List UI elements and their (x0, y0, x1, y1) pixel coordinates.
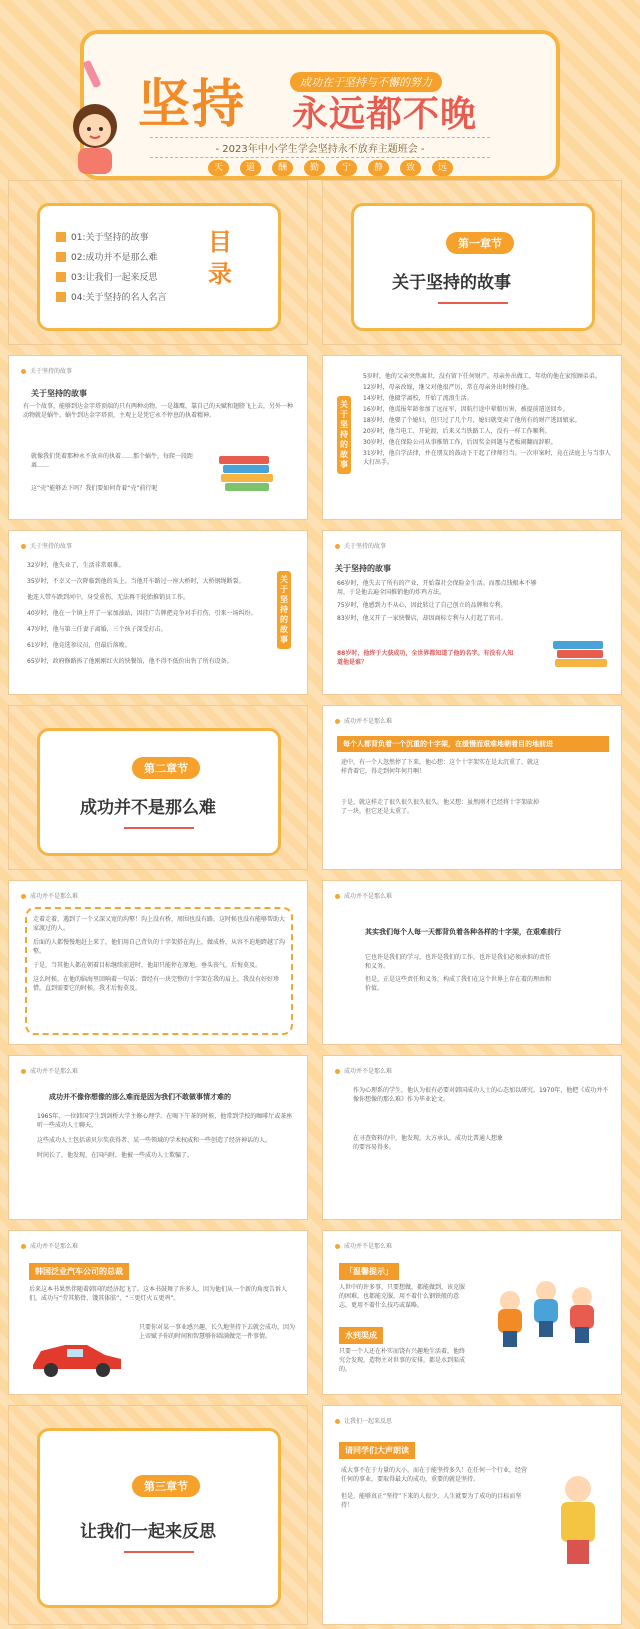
motto-char: 道 (240, 160, 261, 176)
question-text: 88岁时，他终于大获成功，全世界都知道了他的名字。有没有人知道他是谁？ (337, 650, 514, 666)
chapter2-slide[interactable] (8, 705, 308, 870)
toc-item[interactable]: 01:关于坚持的故事 (56, 230, 167, 243)
girl-illustration (60, 96, 130, 176)
list-item: 成大事不在于力量的大小，而在于能坚持多久！在任何一个行业，经营任何的事业，要取得最大的成功，重要的就是坚持。 (341, 1467, 528, 1483)
toc-item[interactable]: 03:让我们一起来反思 (56, 270, 167, 283)
bullet-list (363, 372, 611, 469)
toc-heading: 目录 (208, 228, 232, 288)
toc-item[interactable]: 02:成功并不是那么难 (56, 250, 167, 263)
motto-char: 致 (400, 160, 421, 176)
slide-banner: 每个人都背负着一个沉重的十字架，在缓慢而艰难地朝着目的地前进 (337, 736, 609, 752)
slide-banner: 请同学们大声朗读 (339, 1442, 415, 1459)
slide-heading: 成功并不像你想像的那么难而是因为我们不敢做事情才难的 (49, 1093, 231, 1101)
chapter-title: 关于坚持的故事 (392, 273, 511, 293)
section-header: 成功并不是那么难 (335, 716, 392, 725)
toc-card (37, 203, 281, 331)
books-illustration (219, 456, 275, 496)
list-item: 31岁时，他自学法律，并在朋友的鼓动下干起了律师行当。一次审案时，竟在法庭上与当事人大打出手。 (363, 450, 611, 466)
list-item: 30岁时，他在保险公司从事推销工作，后因奖金问题与老板闹翻而辞职。 (363, 439, 557, 446)
bullet-list (337, 579, 537, 627)
list-item: 时间长了，他发现，在国内时，他被一些成功人士欺骗了。 (37, 1152, 194, 1159)
section-header: 成功并不是那么难 (21, 891, 78, 900)
story-slide-3[interactable] (8, 530, 308, 695)
chapter-title: 成功并不是那么难 (80, 798, 216, 818)
success-slide-6[interactable] (8, 1230, 308, 1395)
square-bullet-icon (56, 292, 66, 302)
cover-title-main: 坚持 (138, 74, 247, 135)
body-text: 有一个故事，能够到达金字塔顶端的只有两种动物，一是雄鹰，靠自己的天赋和翅膀飞上去，另外一种动物就是蜗牛。蜗牛到达金字塔顶，主观上是凭它永不停息的执着精神。 (23, 403, 294, 419)
list-item: 14岁时，他辍学离校，开始了流浪生活。 (363, 395, 473, 402)
list-item: 40岁时，他在一个镇上开了一家加油站，因挂广告牌把竞争对手打伤，引来一场纠纷。 (27, 610, 257, 617)
list-item: 这些成功人士包括诺贝尔奖获得者、某一些领域的学术权威和一些创造了经济神话的人。 (37, 1137, 272, 1144)
toc-item[interactable]: 04:关于坚持的名人名言 (56, 290, 167, 303)
success-slide-5[interactable] (322, 1055, 622, 1220)
section-header: 成功并不是那么难 (335, 1241, 392, 1250)
motto-char: 天 (208, 160, 229, 176)
slide-heading: 关于坚持的故事 (31, 389, 87, 398)
list-item: 走着走着，遇到了一个又深又宽的沟壑！沟上没有桥，周围也没有路。这时候也没有能够帮助大家渡过的人。 (33, 916, 286, 932)
vertical-tag: 关于坚持的故事 (277, 571, 291, 649)
bullet-text: 就像我们凭着那种永不放弃的执着……那个蜗牛，每爬一段距离…… (31, 453, 194, 469)
slide-heading: 关于坚持的故事 (335, 564, 391, 573)
motto-char: 远 (432, 160, 453, 176)
story-slide-2[interactable] (322, 355, 622, 520)
success-slide-4[interactable] (8, 1055, 308, 1220)
story-slide-1[interactable] (8, 355, 308, 520)
toc-list (56, 230, 167, 310)
dashed-box (25, 907, 293, 1035)
section-header: 关于坚持的故事 (335, 541, 386, 550)
student-illustration (529, 1281, 563, 1337)
body-text: 但是，正是这些责任和义务，构成了我们在这个世界上存在着的理由和价值。 (365, 976, 552, 992)
list-item: 于是，当其他人都在朝着目标继续前进时，他却只能停在原地，垂头丧气，后悔莫及。 (33, 962, 262, 969)
list-item: 他连人带车跌到河中，身受重伤，无法再干轮胎推销员工作。 (27, 594, 190, 601)
success-slide-7[interactable] (322, 1230, 622, 1395)
student-illustration (493, 1291, 527, 1347)
list-item: 1965年，一位韩国学生到剑桥大学主修心理学。在喝下午茶的时候，他常到学校的咖啡厅或茶座听一些成功人士聊天。 (37, 1113, 293, 1129)
motto-char: 酬 (272, 160, 293, 176)
body-text: 作为心理系的学生，他认为很有必要对韩国成功人士的心态加以研究。1970年，他把《成功并不像你想像的那么难》作为毕业论文。 (353, 1087, 609, 1103)
bullet-list (37, 1112, 293, 1166)
list-item: 12岁时，母亲改嫁，继父对他很严厉，常在母亲外出时揍打他。 (363, 384, 533, 391)
slide-heading: 其实我们每个人每一天都背负着各种各样的十字架，在艰难前行 (365, 928, 561, 936)
chapter-title: 让我们一起来反思 (80, 1522, 216, 1542)
square-bullet-icon (56, 252, 66, 262)
chapter-badge: 第三章节 (132, 1475, 200, 1497)
list-item: 后面的人都慢慢地赶上来了，他们用自己背负的十字架搭在沟上，做成桥，从容不迫地跨越了沟壑。 (33, 939, 286, 955)
body-text: 它也许是我们的学习，也许是我们的工作，也许是我们必须承担的责任和义务。 (365, 954, 552, 970)
cover-title-sub: 永远都不晚 (292, 93, 478, 135)
motto-char: 静 (368, 160, 389, 176)
section-header: 关于坚持的故事 (21, 366, 72, 375)
list-item: 47岁时，他与第三任妻子离婚，三个孩子深受打击。 (27, 626, 167, 633)
section-header: 让我们一起来反思 (335, 1416, 392, 1425)
body-text: 只要你对某一事业感兴趣，长久地坚持下去就会成功，因为上帝赋予你的时间和智慧够你圆满做完一件事情。 (139, 1324, 296, 1340)
books-illustration (553, 641, 609, 681)
body-text: 人世中的许多事，只要想做，都能做到，该克服的困难，也都能克服，用不着什么钢铁般的意志，更用不着什么技巧或谋略。 (339, 1284, 466, 1309)
tip-tag: 「温馨提示」 (339, 1263, 399, 1280)
chapter-card (37, 728, 281, 856)
bullet-list (341, 1466, 531, 1518)
list-item: 20岁时，他当电工、开轮渡，后来又当铁路工人，没有一样工作顺利。 (363, 428, 551, 435)
story-slide-4[interactable] (322, 530, 622, 695)
title-underline (438, 302, 508, 304)
list-item: 75岁时，他感到力不从心，因此转让了自己创立的品牌和专利。 (337, 602, 507, 609)
body-text: 只要一个人还在朴实而饶有兴趣地生活着，他终究会发现，造物主对世事的安排，都是水到渠成的。 (339, 1348, 466, 1373)
list-item: 5岁时，他的父亲突然离世，没有留下任何财产。母亲外出做工，年幼的他在家照顾弟弟。 (363, 373, 601, 380)
square-bullet-icon (56, 232, 66, 242)
title-underline (124, 1551, 194, 1553)
section-header: 成功并不是那么难 (335, 891, 392, 900)
section-header: 成功并不是那么难 (21, 1066, 78, 1075)
teacher-illustration (553, 1476, 603, 1566)
vertical-tag: 关于坚持的故事 (337, 396, 351, 474)
bullet-list (27, 561, 267, 673)
list-item: 这么时候，在他的脑海里回响着一句话：曾经有一块完整的十字架在我的肩上，我没有好好珍惜，直到需要它的时候，我才后悔莫及。 (33, 976, 280, 992)
slide-banner: 韩国泛业汽车公司的总裁 (29, 1263, 129, 1280)
chapter-badge: 第二章节 (132, 757, 200, 779)
section-header: 成功并不是那么难 (21, 1241, 78, 1250)
reflect-slide[interactable] (322, 1405, 622, 1625)
list-item: 61岁时，他竞选参议员，但最后落败。 (27, 642, 131, 649)
tip-tag: 水到渠成 (339, 1327, 383, 1344)
success-slide-3[interactable] (322, 880, 622, 1045)
body-text: 后来这本书果然伴随着韩国的经济起飞了。这本书鼓舞了许多人，因为他们从一个新的角度告诉人们，成功与“劳其筋骨，饿其体肤”，“三更灯火五更鸡”。 (29, 1286, 288, 1302)
chapter-card (37, 1428, 281, 1608)
list-item: 16岁时，他谎报年龄参加了远征军，因航行途中晕船厉害，被提前遣送回乡。 (363, 406, 569, 413)
square-bullet-icon (56, 272, 66, 282)
list-item: 83岁时，他又开了一家快餐店，却因商标专利与人打起了官司。 (337, 615, 507, 622)
section-header: 关于坚持的故事 (21, 541, 72, 550)
cover-slide[interactable] (0, 0, 640, 183)
list-item: 32岁时，他失业了，生活非常艰难。 (27, 562, 125, 569)
body-text: 途中，有一个人忽然停了下来。他心想：这个十字架实在是太沉重了，就这样背着它，得走到何年何月啊！ (341, 759, 540, 775)
list-item: 35岁时，不幸又一次降临到他的头上。当他开车路过一座大桥时，大桥钢绳断裂。 (27, 578, 245, 585)
body-text: 于是，就这样走了很久很久很久很久。他又想：虽然刚才已经将十字架砍掉了一块，但它还是太重了。 (341, 799, 540, 815)
cover-tagline: 成功在于坚持与不懈的努力 (290, 72, 442, 92)
bullet-text: 这“壳”能够丢下吗？我们要如何背着“壳”前行呢 (31, 485, 158, 492)
red-car-illustration (27, 1335, 127, 1383)
section-header: 成功并不是那么难 (335, 1066, 392, 1075)
student-illustration (565, 1287, 599, 1343)
body-text: 在寻查资料的中，他发现，大方承认，成功比普通人想象的要容易得多。 (353, 1135, 504, 1151)
list-item: 但是，能够真正“坚持”下来的人很少，人生就要为了成功的目标而坚持！ (341, 1493, 522, 1509)
toc-slide[interactable] (8, 180, 308, 345)
chapter3-slide[interactable] (8, 1405, 308, 1625)
cover-motto (208, 160, 453, 176)
cover-subtitle: - 2023年中小学生学会坚持永不放弃主题班会 - (150, 137, 490, 158)
success-slide-1[interactable] (322, 705, 622, 870)
list-item: 66岁时，他失去了所有的产业，开始靠社会保险金生活。而那点钱根本不够用，于是他去遍全国推销他的炸鸡方法。 (337, 580, 537, 596)
chapter1-slide[interactable] (322, 180, 622, 345)
motto-char: 勤 (304, 160, 325, 176)
success-slide-2[interactable] (8, 880, 308, 1045)
title-underline (124, 827, 194, 829)
list-item: 18岁时，他娶了个媳妇，但只过了几个月，媳妇就变卖了他所有的财产逃回娘家。 (363, 417, 581, 424)
motto-char: 宁 (336, 160, 357, 176)
chapter-badge: 第一章节 (446, 232, 514, 254)
chapter-card (351, 203, 595, 331)
list-item: 65岁时，政府修路拆了他刚刚红火的快餐馆，他不得不低价出售了所有设备。 (27, 658, 233, 665)
